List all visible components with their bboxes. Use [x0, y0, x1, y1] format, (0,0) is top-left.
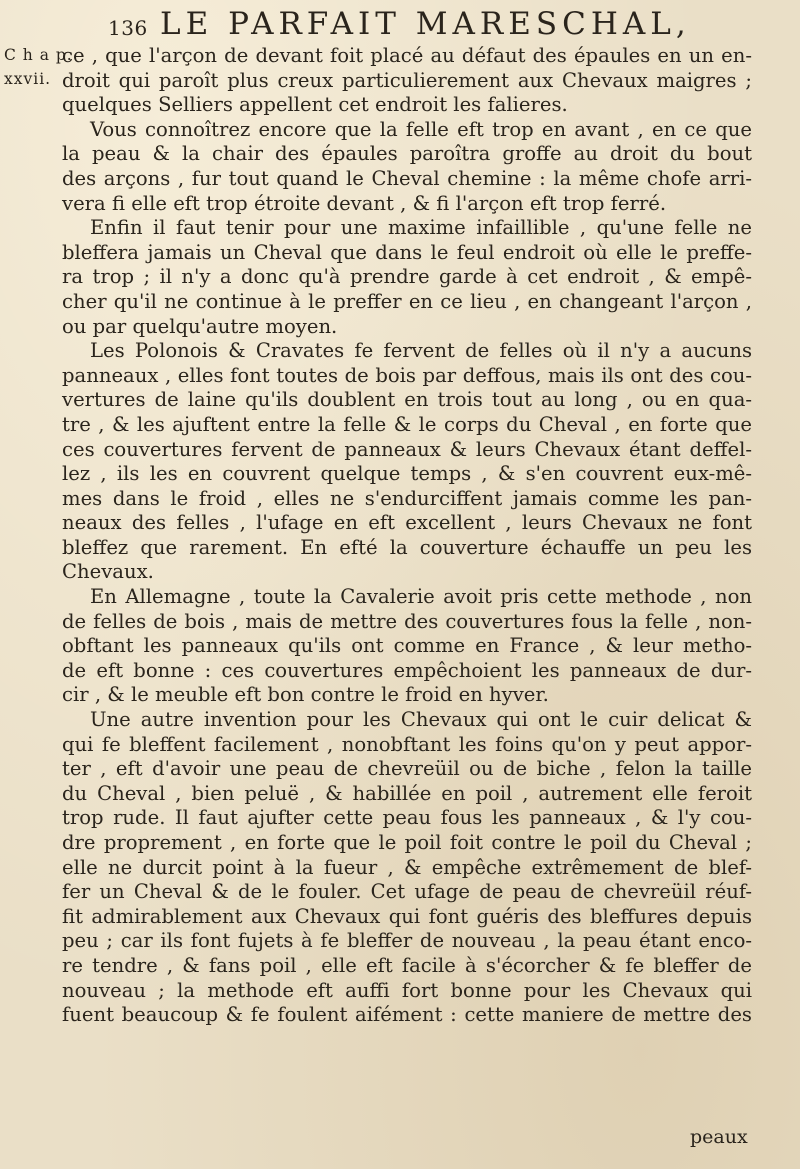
text-line: obftant les panneaux qu'ils ont comme en France , & leur metho-	[62, 634, 752, 658]
chapter-label: C h a p.	[4, 46, 73, 64]
text-line: re tendre , & fans poil , elle eft facile à s'écorcher & fe bleffer de	[62, 953, 752, 977]
text-line: quelques Selliers appellent cet endroit les falieres.	[62, 93, 568, 117]
page-number: 136	[108, 16, 148, 40]
text-line: Les Polonois & Cravates fe fervent de felles où il n'y a aucuns	[90, 339, 752, 363]
text-line: nouveau ; la methode eft auffi fort bonne pour les Chevaux qui	[62, 978, 752, 1002]
text-line: cir , & le meuble eft bon contre le froid en hyver.	[62, 683, 549, 707]
text-line: fuent beaucoup & fe foulent aifément : cette maniere de mettre des	[62, 1003, 752, 1027]
text-line: ter , eft d'avoir une peau de chevreüil ou de biche , felon la taille	[62, 757, 752, 781]
text-line: ra trop ; il n'y a donc qu'à prendre garde à cet endroit , & empê-	[62, 265, 752, 289]
text-line: Enfin il faut tenir pour une maxime infaillible , qu'une felle ne	[90, 216, 752, 240]
text-line: ou par quelqu'autre moyen.	[62, 314, 338, 338]
text-line: En Allemagne , toute la Cavalerie avoit pris cette methode , non	[90, 585, 752, 609]
catchword: peaux	[690, 1126, 748, 1148]
book-title: LE PARFAIT MARESCHAL,	[160, 6, 691, 42]
text-line: panneaux , elles font toutes de bois par deffous, mais ils ont des cou-	[62, 363, 752, 387]
text-line: fit admirablement aux Chevaux qui font guéris des bleffures depuis	[62, 904, 752, 928]
text-line: neaux des felles , l'ufage en eft excellent , leurs Chevaux ne font	[62, 511, 752, 535]
text-line: trop rude. Il faut ajufter cette peau fous les panneaux , & l'y cou-	[62, 806, 752, 830]
text-line: fer un Cheval & de le fouler. Cet ufage de peau de chevreüil réuf-	[62, 880, 752, 904]
text-line: Vous connoîtrez encore que la felle eft trop en avant , en ce que	[90, 117, 752, 141]
text-line: des arçons , fur tout quand le Cheval chemine : la même chofe arri-	[62, 166, 752, 190]
text-line: du Cheval , bien peluë , & habillée en poil , autrement elle feroit	[62, 781, 752, 805]
body-text	[62, 44, 752, 1028]
text-line: tre , & les ajuftent entre la felle & le corps du Cheval , en forte que	[62, 412, 752, 436]
text-line: ce , que l'arçon de devant foit placé au défaut des épaules en un en-	[62, 44, 752, 67]
text-line: bleffez que rarement. En efté la couverture échauffe un peu les	[62, 535, 752, 559]
text-line: lez , ils les en couvrent quelque temps , & s'en couvrent eux-mê-	[62, 462, 752, 486]
text-line: droit qui paroît plus creux particulierement aux Chevaux maigres ;	[62, 68, 752, 92]
text-line: de felles de bois , mais de mettre des couvertures fous la felle , non-	[62, 609, 752, 633]
text-line: de eft bonne : ces couvertures empêchoient les panneaux de dur-	[62, 658, 752, 682]
running-head	[108, 4, 748, 44]
text-line: bleffera jamais un Cheval que dans le feul endroit où elle le preffe-	[62, 240, 752, 264]
text-line: elle ne durcit point à la fueur , & empêche extrêmement de blef-	[62, 855, 752, 879]
text-line: dre proprement , en forte que le poil foit contre le poil du Cheval ;	[62, 831, 752, 854]
text-line: vera fi elle eft trop étroite devant , & fi l'arçon eft trop ferré.	[62, 191, 667, 215]
text-line: la peau & la chair des épaules paroîtra groffe au droit du bout	[62, 142, 752, 166]
text-line: Chevaux.	[62, 560, 154, 584]
text-line: peu ; car ils font fujets à fe bleffer de nouveau , la peau étant enco-	[62, 929, 752, 953]
text-line: Une autre invention pour les Chevaux qui ont le cuir delicat &	[90, 708, 752, 732]
text-line: mes dans le froid , elles ne s'endurciffent jamais comme les pan-	[62, 486, 752, 510]
chapter-margin-note	[4, 43, 73, 91]
chapter-number: xxvii.	[4, 70, 52, 88]
text-line: qui fe bleffent facilement , nonobftant les foins qu'on y peut appor-	[62, 732, 752, 756]
text-line: cher qu'il ne continue à le preffer en ce lieu , en changeant l'arçon ,	[62, 289, 752, 313]
text-line: ces couvertures fervent de panneaux & leurs Chevaux étant deffel-	[62, 437, 752, 461]
text-line: vertures de laine qu'ils doublent en trois tout au long , ou en qua-	[62, 388, 752, 412]
